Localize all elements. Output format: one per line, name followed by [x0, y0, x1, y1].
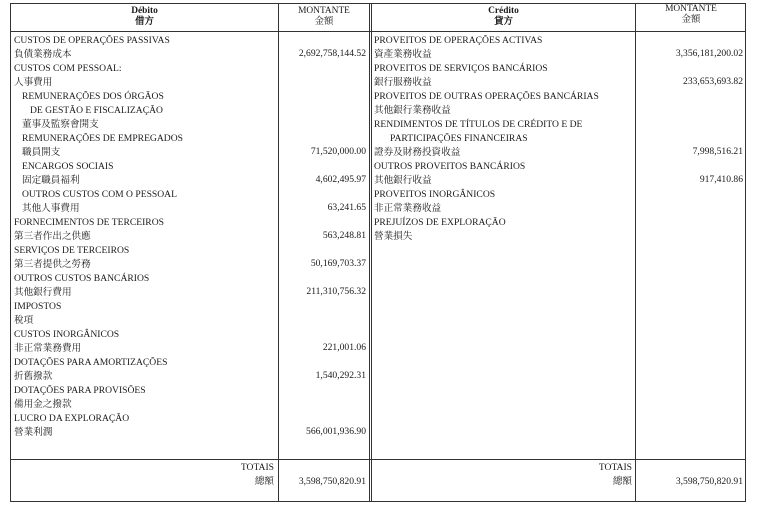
debit-header-pt: Débito: [131, 6, 158, 16]
debit-amount: 211,310,756.32: [306, 286, 366, 297]
credit-row-label: PROVEITOS INORGÂNICOS: [374, 189, 496, 200]
debit-row-label-zh: 營業利潤: [14, 427, 53, 438]
credit-row-label: PARTICIPAÇÕES FINANCEIRAS: [390, 133, 528, 144]
debit-amount-header-pt: MONTANTE: [298, 6, 350, 16]
header-divider: [11, 31, 745, 32]
debit-header-zh: 借方: [135, 17, 154, 27]
debit-amount-header: [279, 6, 369, 28]
debit-row-label: DOTAÇÕES PARA AMORTIZAÇÕES: [14, 357, 168, 368]
credit-row-label-zh: 資產業務收益: [374, 49, 432, 60]
credit-amount-header-pt: MONTANTE: [665, 4, 717, 14]
debit-amount-header-zh: 金額: [314, 17, 334, 27]
debit-amount: 1,540,292.31: [315, 370, 366, 381]
debit-row-label-zh: 第三者作出之供應: [14, 231, 91, 242]
debit-row-label: REMUNERAÇÕES DOS ÓRGÃOS: [22, 91, 164, 102]
debit-row-label: CUSTOS INORGÂNICOS: [14, 329, 120, 340]
credit-total-zh: 總額: [612, 476, 632, 487]
debit-row-label: CUSTOS COM PESSOAL:: [14, 63, 122, 74]
credit-row-label: PROVEITOS DE SERVIÇOS BANCÁRIOS: [374, 63, 548, 74]
credit-amount: 233,653,693.82: [683, 76, 743, 87]
debit-total-amount: 3,598,750,820.91: [298, 476, 366, 487]
credit-row-label-zh: 非正常業務收益: [374, 203, 442, 214]
debit-row-label: OUTROS CUSTOS COM O PESSOAL: [22, 189, 177, 200]
credit-total-pt: TOTAIS: [598, 462, 632, 473]
debit-amount: 50,169,703.37: [310, 258, 366, 269]
debit-row-label-zh: 董事及監察會開支: [22, 119, 99, 130]
debit-row-label: IMPOSTOS: [14, 301, 62, 312]
debit-row-label: SERVIÇOS DE TERCEIROS: [14, 245, 130, 256]
debit-row-label: ENCARGOS SOCIAIS: [22, 161, 114, 172]
debit-amount: 4,602,495.97: [315, 174, 366, 185]
credit-row-label: OUTROS PROVEITOS BANCÁRIOS: [374, 161, 526, 172]
debit-row-label: CUSTOS DE OPERAÇÕES PASSIVAS: [14, 35, 170, 46]
debit-amount: 563,248.81: [322, 230, 366, 241]
credit-amount: 917,410.86: [699, 174, 743, 185]
credit-amount-header: [636, 4, 746, 26]
credit-row-label-zh: 營業損失: [374, 231, 413, 242]
debit-row-label: DOTAÇÕES PARA PROVISÕES: [14, 385, 146, 396]
credit-row-label-zh: 其他銀行業務收益: [374, 105, 451, 116]
debit-row-label-zh: 固定職員福利: [22, 175, 80, 186]
debit-total-label: [161, 461, 274, 489]
debit-row-label: FORNECIMENTOS DE TERCEIROS: [14, 217, 164, 228]
debit-row-label-zh: 折舊撥款: [14, 371, 53, 382]
credit-amount-header-zh: 金額: [681, 15, 701, 25]
debit-row-label-zh: 職員開支: [22, 147, 61, 158]
debit-row-label-zh: 其他銀行費用: [14, 287, 72, 298]
column-divider: [369, 4, 372, 501]
debit-row-label-zh: 其他人事費用: [22, 203, 80, 214]
debit-row-label: LUCRO DA EXPLORAÇÃO: [14, 413, 130, 424]
debit-labels: [14, 34, 183, 440]
credit-amount: 3,356,181,200.02: [675, 48, 743, 59]
debit-row-label-zh: 第三者提供之勞務: [14, 259, 91, 270]
credit-row-label: PROVEITOS DE OPERAÇÕES ACTIVAS: [374, 35, 543, 46]
totals-divider: [11, 459, 745, 460]
credit-header: [372, 6, 635, 28]
debit-amount: 566,001,936.90: [306, 426, 366, 437]
credit-row-label-zh: 其他銀行收益: [374, 175, 432, 186]
debit-row-label-zh: 負債業務成本: [14, 49, 72, 60]
credit-header-zh: 貸方: [494, 17, 513, 27]
debit-total-zh: 總額: [254, 476, 274, 487]
debit-row-label-zh: 非正常業務費用: [14, 343, 82, 354]
debit-row-label: DE GESTÃO E FISCALIZAÇÃO: [30, 105, 163, 116]
debit-amount: 63,241.65: [327, 202, 366, 213]
debit-row-label: OUTROS CUSTOS BANCÁRIOS: [14, 273, 150, 284]
credit-row-label-zh: 證券及財務投資收益: [374, 147, 461, 158]
debit-row-label: REMUNERAÇÕES DE EMPREGADOS: [22, 133, 183, 144]
debit-row-label-zh: 人事費用: [14, 77, 53, 88]
credit-row-label: PREJUÍZOS DE EXPLORAÇÃO: [374, 217, 506, 228]
credit-total-label: [511, 461, 632, 489]
debit-header: [11, 6, 278, 28]
credit-row-label: PROVEITOS DE OUTRAS OPERAÇÕES BANCÁRIAS: [374, 91, 599, 102]
credit-labels: [374, 34, 599, 244]
debit-row-label-zh: 稅項: [14, 315, 34, 326]
debit-amount: 221,001.06: [322, 342, 366, 353]
credit-header-pt: Crédito: [488, 6, 519, 16]
credit-amount: 7,998,516.21: [692, 146, 743, 157]
debit-amount: 71,520,000.00: [310, 146, 366, 157]
debit-amount: 2,692,758,144.52: [298, 48, 366, 59]
statement-table: [10, 3, 746, 502]
credit-total-amount: 3,598,750,820.91: [675, 476, 743, 487]
debit-total-pt: TOTAIS: [240, 462, 274, 473]
debit-row-label-zh: 備用金之撥款: [14, 399, 72, 410]
credit-row-label-zh: 銀行服務收益: [374, 77, 432, 88]
credit-row-label: RENDIMENTOS DE TÍTULOS DE CRÉDITO E DE: [374, 119, 583, 130]
